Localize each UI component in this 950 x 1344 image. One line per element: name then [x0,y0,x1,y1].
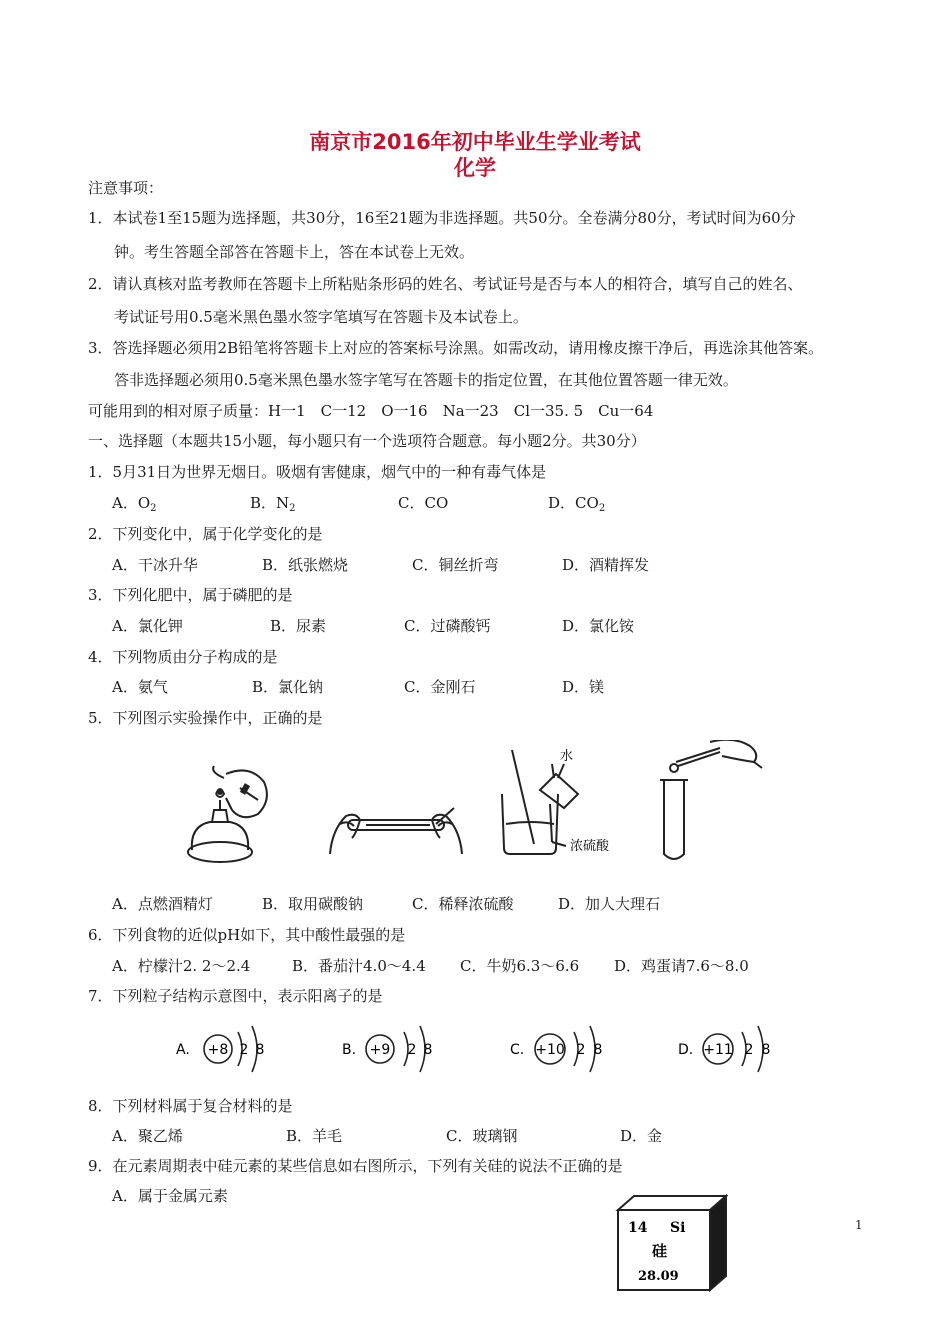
notice-item-3-cont: 答非选择题必须用0.5毫米黑色墨水签字笔写在答题卡的指定位置，在其他位置答题一律无效。 [114,371,738,389]
notice-item-2-cont: 考试证号用0.5毫米黑色墨水签字笔填写在答题卡及本试卷上。 [114,308,528,326]
q3-option-a: A．氯化钾 [112,617,183,635]
element-mass: 28.09 [638,1269,679,1284]
q6-option-b: B．番茄汁4.0～4.4 [292,957,426,975]
q8-option-c: C．玻璃钢 [446,1127,518,1145]
q8-option-a: A．聚乙烯 [112,1127,183,1145]
atom-b-shell-1: 2 [407,1042,417,1058]
atom-diagram-a [176,1018,276,1080]
q5-option-d: D．加人大理石 [558,895,661,913]
atomic-masses: 可能用到的相对原子质量：H一1 C一12 O一16 Na一23 Cl一35. 5 Cu一64 [88,402,654,420]
q9-stem: 9．在元素周期表中硅元素的某些信息如右图所示，下列有关硅的说法不正确的是 [88,1157,623,1175]
atom-a-label: A. [176,1042,190,1058]
q6-option-a: A．柠檬汁2. 2～2.4 [112,957,251,975]
atom-d-label: D. [678,1042,694,1058]
fig-water-label: 水 [560,749,574,764]
atom-d-shell-2: 8 [761,1042,771,1058]
atom-c-label: C. [510,1042,525,1058]
q4-option-c: C．金刚石 [404,678,476,696]
q5-option-b: B．取用碳酸钠 [262,895,364,913]
atom-diagram-b [342,1018,442,1080]
notice-item-3: 3．答选择题必须用2B铅笔将答题卡上对应的答案标号涂黑。如需改动，请用橡皮擦干净后，再选涂其他答案。 [88,339,824,357]
notice-heading: 注意事项： [88,179,164,197]
notice-item-1: 1．本试卷1至15题为选择题，共30分，16至21题为非选择题。共50分。全卷满分80分，考试时间为60分 [88,209,796,227]
q5-option-c: C．稀释浓硫酸 [412,895,514,913]
q3-option-b: B．尿素 [270,617,327,635]
q7-stem: 7．下列粒子结构示意图中，表示阳离子的是 [88,987,383,1005]
page-number: 1 [855,1218,863,1232]
alcohol-lamp-figure [180,764,280,868]
q2-option-c: C．铜丝折弯 [412,556,499,574]
section-heading: 一、选择题（本题共15小题，每小题只有一个选项符合题意。每小题2分。共30分） [88,432,646,450]
q2-stem: 2．下列变化中，属于化学变化的是 [88,525,323,543]
q2-option-d: D．酒精挥发 [562,556,650,574]
element-name: 硅 [652,1242,668,1260]
element-number: 14 [628,1220,648,1236]
q1-option-a: A．$O_2$ [112,494,157,514]
q5-stem: 5．下列图示实验操作中，正确的是 [88,709,323,727]
notice-item-2: 2．请认真核对监考教师在答题卡上所粘贴条形码的姓名、考试证号是否与本人的相符合，填写自己的姓名、 [88,275,803,293]
fig-acid-label: 浓硫酸 [570,839,610,854]
atom-b-label: B. [342,1042,357,1058]
q3-option-c: C．过磷酸钙 [404,617,491,635]
q4-option-b: B．氯化钠 [252,678,324,696]
q4-stem: 4．下列物质由分子构成的是 [88,648,278,666]
atom-a-shell-2: 8 [255,1042,265,1058]
atom-diagram-d [678,1018,778,1080]
atom-c-shell-1: 2 [576,1042,586,1058]
q1-stem: 1．5月31日为世界无烟日。吸烟有害健康，烟气中的一种有毒气体是 [88,463,547,481]
q8-stem: 8．下列材料属于复合材料的是 [88,1097,293,1115]
q9-option-a: A．属于金属元素 [112,1187,228,1205]
q5-option-a: A．点燃酒精灯 [112,895,213,913]
atom-b-nucleus: +9 [369,1042,391,1058]
q6-option-c: C．牛奶6.3～6.6 [460,957,580,975]
q8-option-b: B．羊毛 [286,1127,343,1145]
q6-stem: 6．下列食物的近似pH如下，其中酸性最强的是 [88,926,406,944]
atom-d-nucleus: +11 [703,1042,733,1058]
atom-c-nucleus: +10 [535,1042,565,1058]
q3-option-d: D．氯化铵 [562,617,635,635]
atom-diagram-c [510,1018,610,1080]
q3-stem: 3．下列化肥中，属于磷肥的是 [88,586,293,604]
q4-option-d: D．镁 [562,678,605,696]
dilute-acid-figure [494,744,634,860]
atom-a-nucleus: +8 [207,1042,229,1058]
atom-d-shell-1: 2 [744,1042,754,1058]
q8-option-d: D．金 [620,1127,663,1145]
atom-b-shell-2: 8 [423,1042,433,1058]
q2-option-b: B．纸张燃烧 [262,556,349,574]
atom-a-shell-1: 2 [239,1042,249,1058]
q2-option-a: A．干冰升华 [112,556,198,574]
exam-title: 南京市2016年初中毕业生学业考试 [309,130,641,154]
test-tube-horizontal-figure [326,790,466,860]
q1-option-b: B．$N_2$ [250,494,296,514]
silicon-element-cell [612,1192,728,1292]
exam-subject: 化学 [454,156,496,180]
q1-option-c: C．CO [398,494,449,512]
q1-option-d: D．$CO_2$ [548,494,606,514]
atom-c-shell-2: 8 [593,1042,603,1058]
q6-option-d: D．鸡蛋请7.6～8.0 [614,957,749,975]
element-symbol: Si [670,1220,686,1236]
notice-item-1-cont: 钟。考生答题全部答在答题卡上，答在本试卷上无效。 [114,243,475,261]
q4-option-a: A．氨气 [112,678,168,696]
add-marble-figure [650,740,770,864]
